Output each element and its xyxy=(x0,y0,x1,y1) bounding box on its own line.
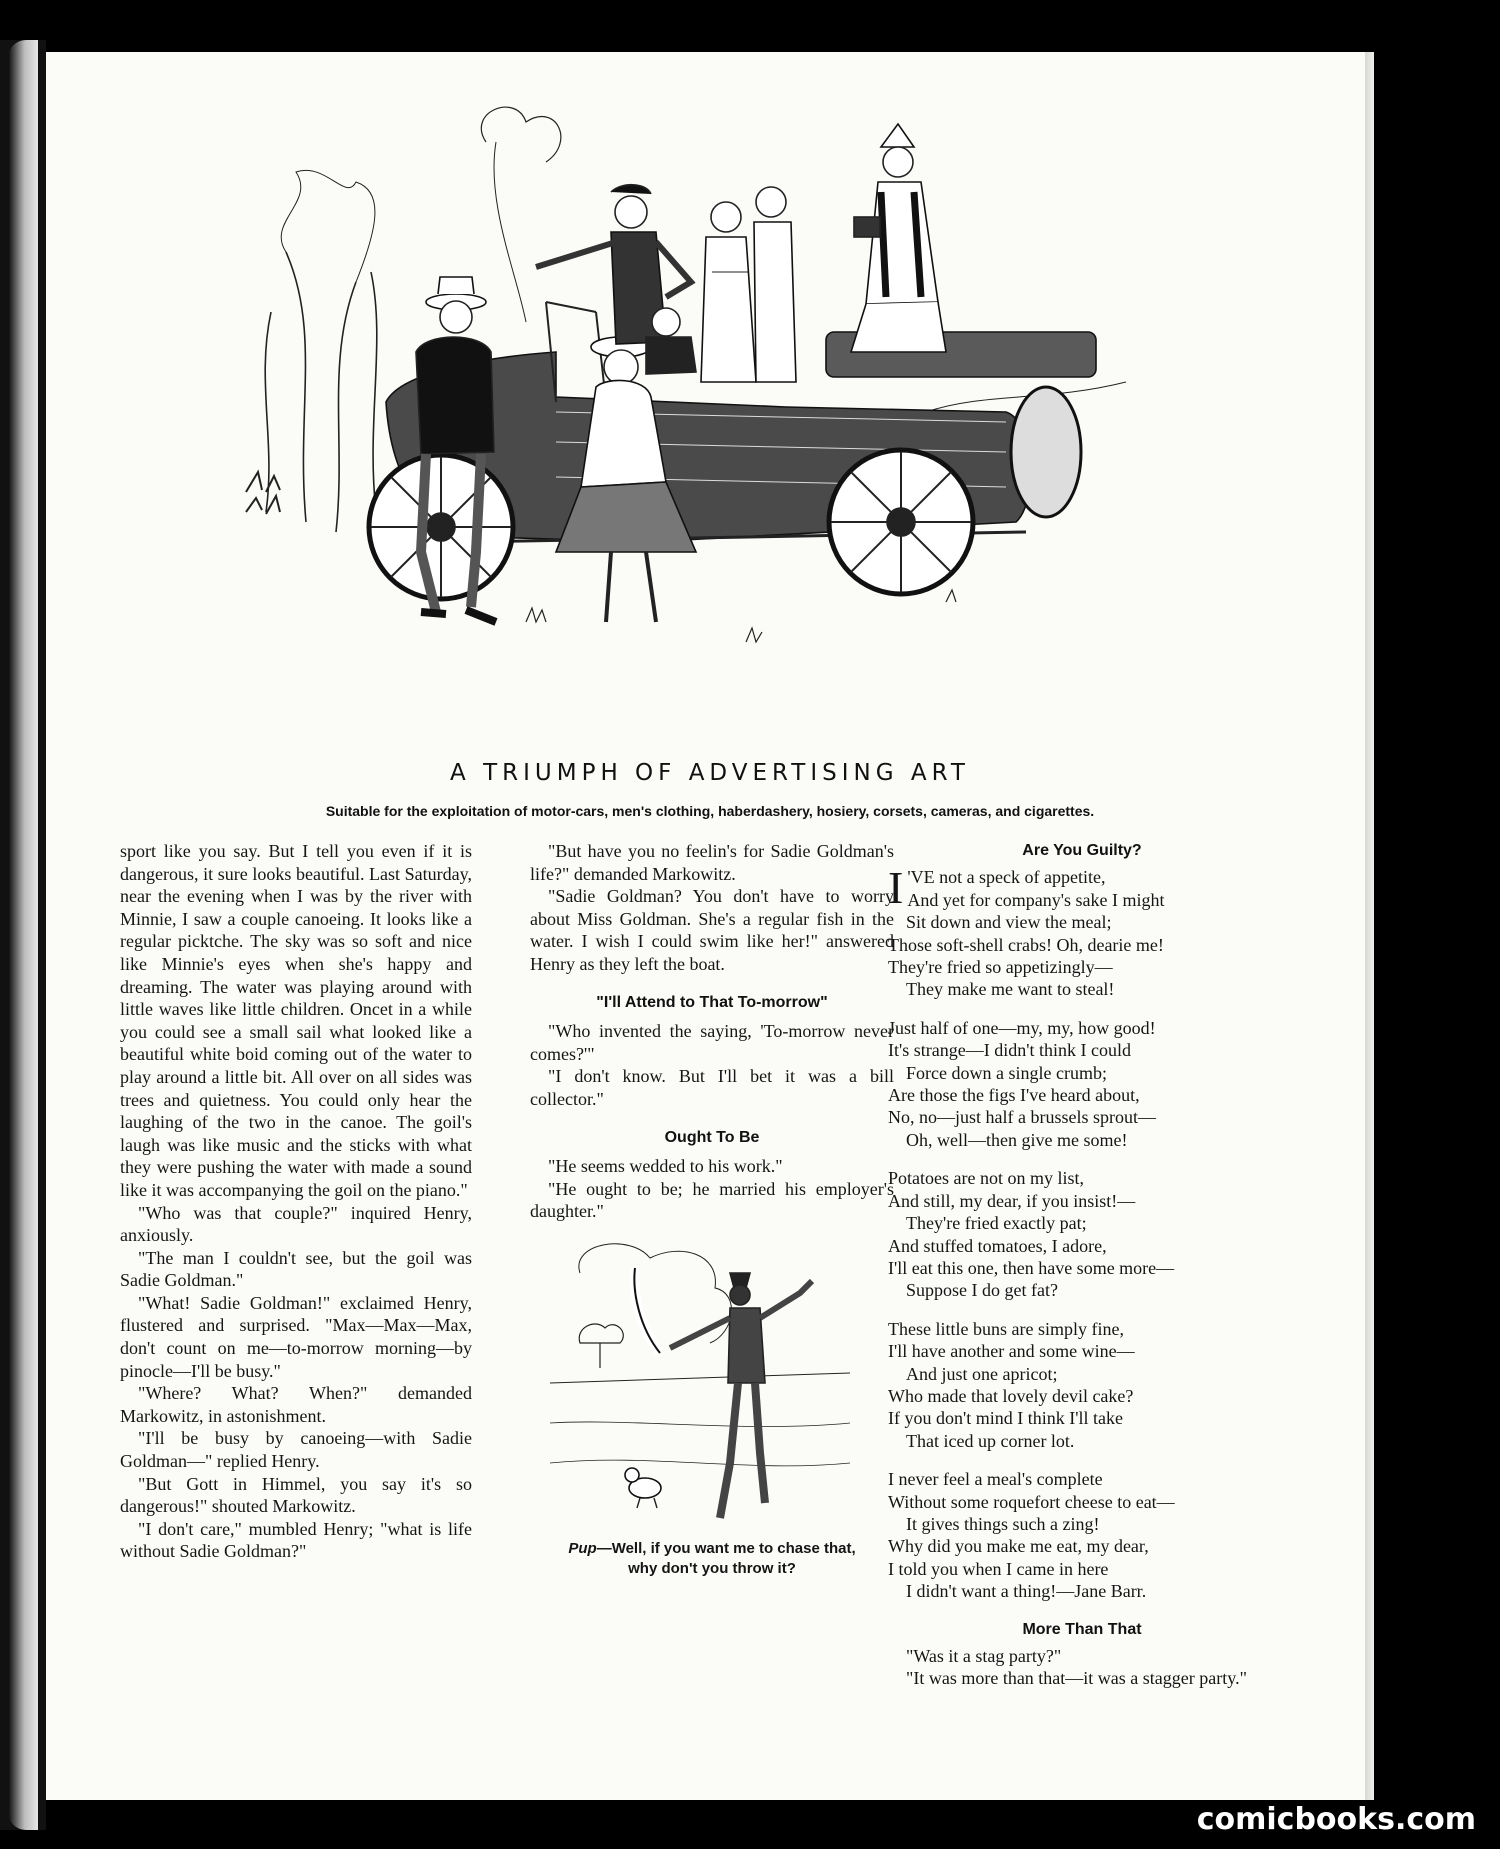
poem-line: Are those the figs I've heard about, xyxy=(888,1085,1140,1106)
story-column-2 xyxy=(530,840,894,1579)
poem-line: And still, my dear, if you insist!— xyxy=(888,1190,1136,1211)
joke-line: "Who invented the saying, 'To-morrow never comes?'" xyxy=(530,1021,894,1064)
poem-line: 'VE not a speck of appetite, xyxy=(907,867,1106,888)
illustration-caption-subtitle: Suitable for the exploitation of motor-cars, men's clothing, haberdashery, hosiery, corsets, cameras, and cigarettes. xyxy=(325,803,1095,819)
poem-line: Suppose I do get fat? xyxy=(906,1280,1058,1301)
joke-title: "I'll Attend to That To-morrow" xyxy=(596,993,828,1011)
joke-line: "He seems wedded to his work." xyxy=(548,1156,783,1177)
story-paragraph: "Who was that couple?" inquired Henry, anxiously. xyxy=(120,1202,472,1246)
joke-line: "Was it a stag party?" xyxy=(906,1646,1062,1666)
poem-line: Oh, well—then give me some! xyxy=(906,1129,1128,1150)
poem-stanza xyxy=(888,862,1276,1000)
story-paragraph: "The man I couldn't see, but the goil was Sadie Goldman." xyxy=(120,1247,472,1291)
page-edge-shadow xyxy=(1365,52,1374,1800)
poem-line: If you don't mind I think I'll take xyxy=(888,1408,1123,1429)
joke-line: "It was more than that—it was a stagger party." xyxy=(906,1668,1247,1689)
poem-line: These little buns are simply fine, xyxy=(888,1318,1124,1339)
poem-line: Sit down and view the meal; xyxy=(906,912,1112,933)
poem-line: It gives things such a zing! xyxy=(906,1513,1100,1534)
poem-line: It's strange—I didn't think I could xyxy=(888,1040,1131,1061)
story-paragraph: "I'll be busy by canoeing—with Sadie Goldman—" replied Henry. xyxy=(120,1428,472,1472)
joke-line: "He ought to be; he married his employer's daughter." xyxy=(530,1178,894,1222)
site-watermark: comicbooks.com xyxy=(1196,1802,1476,1837)
poem-line: I'll have another and some wine— xyxy=(888,1341,1135,1362)
drop-cap: I xyxy=(888,862,904,914)
poem-line: Why did you make me eat, my dear, xyxy=(888,1536,1149,1557)
cartoon-caption xyxy=(530,1539,894,1579)
magazine-page xyxy=(46,52,1374,1800)
poem-title: Are You Guilty? xyxy=(1022,842,1142,859)
poem-stanza xyxy=(888,1167,1276,1301)
joke-title: Ought To Be xyxy=(664,1128,760,1146)
story-paragraph: "But have you no feelin's for Sadie Goldman's life?" demanded Markowitz. xyxy=(530,841,894,884)
scarecrow-and-pup-cartoon xyxy=(550,1233,850,1533)
poem-line: And just one apricot; xyxy=(906,1363,1058,1384)
joke-title: More Than That xyxy=(1022,1620,1142,1638)
poem-line: They're fried exactly pat; xyxy=(906,1213,1087,1234)
story-paragraph: "I don't care," mumbled Henry; "what is life without Sadie Goldman?" xyxy=(120,1518,472,1562)
poem-line: And stuffed tomatoes, I adore, xyxy=(888,1235,1107,1256)
poem-line: They're fried so appetizingly— xyxy=(888,957,1113,978)
poem-line: I told you when I came in here xyxy=(888,1558,1109,1579)
poem-line: I'll eat this one, then have some more— xyxy=(888,1257,1175,1278)
poem-line: Just half of one—my, my, how good! xyxy=(888,1017,1156,1038)
poem-line: They make me want to steal! xyxy=(906,979,1115,1000)
poem-column xyxy=(888,840,1276,1690)
cartoon-speaker: Pup xyxy=(568,1539,597,1557)
poem-stanza xyxy=(888,1468,1276,1602)
cartoon-caption-line-2: why don't you throw it? xyxy=(628,1559,796,1577)
story-paragraph: "What! Sadie Goldman!" exclaimed Henry, flustered and surprised. "Max—Max—Max, don't count on me—to-morrow morning—by pinocle—I'll be busy." xyxy=(120,1292,472,1381)
poem-line: Force down a single crumb; xyxy=(906,1062,1107,1083)
story-column-1 xyxy=(120,840,472,1563)
poem-line: Who made that lovely devil cake? xyxy=(888,1385,1134,1406)
adjacent-page-edge xyxy=(0,40,46,1830)
story-paragraph: "Where? What? When?" demanded Markowitz, in astonishment. xyxy=(120,1383,472,1426)
illustration-caption-title: A TRIUMPH OF ADVERTISING ART xyxy=(450,760,970,786)
joke-line: "I don't know. But I'll bet it was a bill collector." xyxy=(530,1066,894,1109)
poem-line: Potatoes are not on my list, xyxy=(888,1168,1084,1189)
poem-stanza xyxy=(888,1318,1276,1452)
poem-line: And yet for company's sake I might xyxy=(907,889,1165,910)
poem-line: Without some roquefort cheese to eat— xyxy=(888,1491,1175,1512)
story-paragraph: "But Gott in Himmel, you say it's so dangerous!" shouted Markowitz. xyxy=(120,1473,472,1517)
poem-line: No, no—just half a brussels sprout— xyxy=(888,1107,1156,1128)
poem-line: That iced up corner lot. xyxy=(906,1430,1075,1451)
story-paragraph: "Sadie Goldman? You don't have to worry about Miss Goldman. She's a regular fish in the water. I wish I could swim like her!" answered Henry as they left the boat. xyxy=(530,886,894,974)
poem-line: Those soft-shell crabs! Oh, dearie me! xyxy=(888,934,1164,955)
story-paragraph: sport like you say. But I tell you even if it is dangerous, it sure looks beautiful. Last Saturday, near the evening when I was by the river with Minnie, I saw a couple canoeing. It looks like a regular picktche. The sky was so soft and nice like Minnie's eyes when she's happy and dreaming. The water was playing around with little waves like little children. Oncet in a while you could see a small sail what looked like a beautiful white boid coming out of the water to play around a little bit. All over on all sides was trees and quietness. You could only hear the laughing of the two in the canoe. The goil's laugh was like music and the sticks with what they were pushing the water with made a sound like it was accompanying the goil on the piano." xyxy=(120,841,472,1200)
poem-stanza xyxy=(888,1017,1276,1151)
cartoon-caption-line-1: —Well, if you want me to chase that, xyxy=(596,1539,856,1557)
poem-line: I never feel a meal's complete xyxy=(888,1469,1103,1490)
touring-car-illustration xyxy=(226,82,1226,754)
poem-line: I didn't want a thing!—Jane Barr. xyxy=(906,1581,1147,1602)
